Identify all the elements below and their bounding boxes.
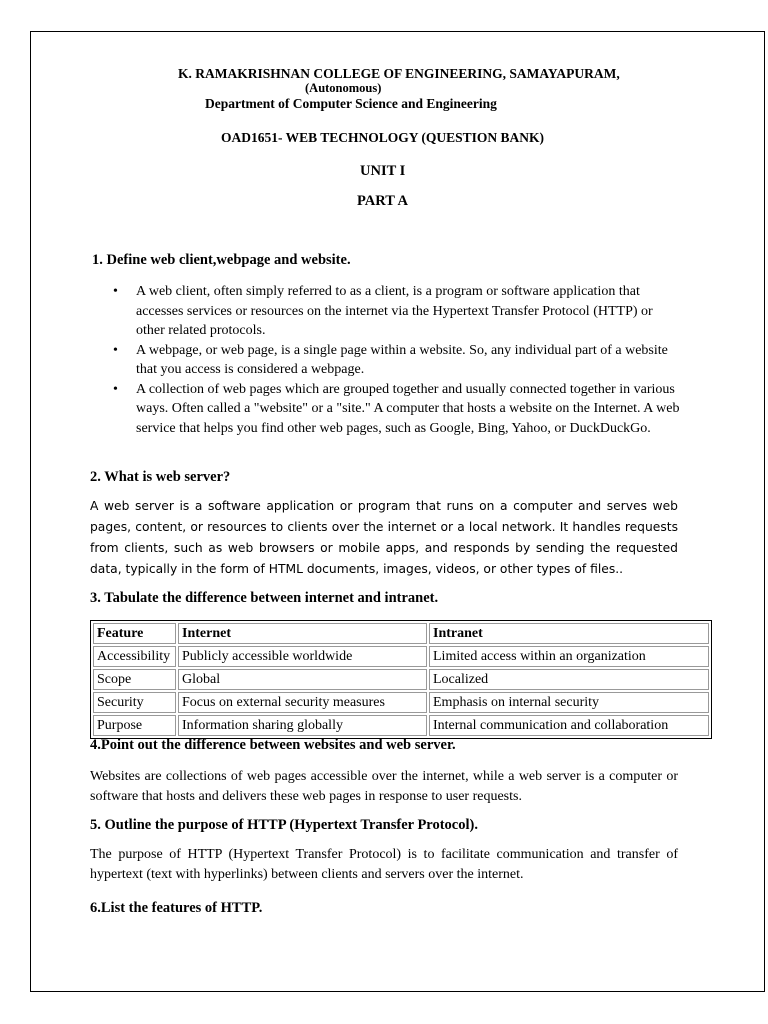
table-cell: Accessibility — [93, 646, 176, 667]
table-cell: Limited access within an organization — [429, 646, 709, 667]
column-header: Intranet — [429, 623, 709, 644]
question-6-title: 6.List the features of HTTP. — [90, 900, 263, 916]
bullet-icon: • — [113, 284, 118, 299]
question-5-answer: The purpose of HTTP (Hypertext Transfer Protocol) is to facilitate communication and transfer of hypertext (text with hyperlinks) between clients and servers over the internet. — [90, 847, 678, 882]
question-5-title: 5. Outline the purpose of HTTP (Hypertext Transfer Protocol). — [90, 817, 478, 833]
question-3-title: 3. Tabulate the difference between internet and intranet. — [90, 590, 439, 606]
table-cell: Emphasis on internal security — [429, 692, 709, 713]
table-cell: Scope — [93, 669, 176, 690]
list-item: • A web client, often simply referred to as a client, is a program or software application that accesses services or resources on the internet via the Hypertext Transfer Protocol (HTTP) or other related protocols. — [113, 284, 653, 338]
internet-intranet-table — [90, 620, 712, 739]
table-row — [93, 715, 709, 736]
list-item: • A webpage, or web page, is a single page within a website. So, any individual part of a website that you access is considered a webpage. — [113, 342, 668, 377]
list-item: • A collection of web pages which are grouped together and usually connected together in various ways. Often called a "website" or a "site." A computer that hosts a website on the Internet. A web service that helps you find other web pages, such as Google, Bing, Yahoo, or DuckDuckGo. — [113, 381, 680, 436]
question-4-answer: Websites are collections of web pages accessible over the internet, while a web server is a computer or software that hosts and delivers these web pages in response to user requests. — [90, 769, 678, 804]
table-cell: Localized — [429, 669, 709, 690]
college-name: K. RAMAKRISHNAN COLLEGE OF ENGINEERING, SAMAYAPURAM, — [178, 66, 620, 81]
question-1-title: 1. Define web client,webpage and website. — [92, 252, 351, 268]
table-cell: Security — [93, 692, 176, 713]
question-1-bullets — [92, 282, 682, 438]
table-cell: Purpose — [93, 715, 176, 736]
column-header: Internet — [178, 623, 427, 644]
table-cell: Focus on external security measures — [178, 692, 427, 713]
unit-title: UNIT I — [360, 163, 406, 179]
table-header-row — [93, 623, 709, 644]
autonomous-label: (Autonomous) — [305, 81, 382, 95]
table-row — [93, 646, 709, 667]
course-title: OAD1651- WEB TECHNOLOGY (QUESTION BANK) — [221, 130, 545, 145]
column-header: Feature — [93, 623, 176, 644]
table-cell: Publicly accessible worldwide — [178, 646, 427, 667]
department-name: Department of Computer Science and Engineering — [205, 96, 497, 111]
table-row — [93, 692, 709, 713]
bullet-icon: • — [113, 381, 118, 397]
question-4-title: 4.Point out the difference between websites and web server. — [90, 737, 456, 753]
table-row — [93, 669, 709, 690]
question-2-title: 2. What is web server? — [90, 469, 231, 485]
table-cell: Internal communication and collaboration — [429, 715, 709, 736]
table-cell: Global — [178, 669, 427, 690]
bullet-icon: • — [113, 342, 118, 358]
table-cell: Information sharing globally — [178, 715, 427, 736]
part-title: PART A — [357, 193, 408, 209]
question-2-answer: A web server is a software application or program that runs on a computer and serves web pages, content, or resources to clients over the internet or a local network. It handles requests from clients, such as web browsers or mobile apps, and responds by sending the requested data, typically in the form of HTML documents, images, videos, or other types of files.. — [90, 499, 678, 576]
